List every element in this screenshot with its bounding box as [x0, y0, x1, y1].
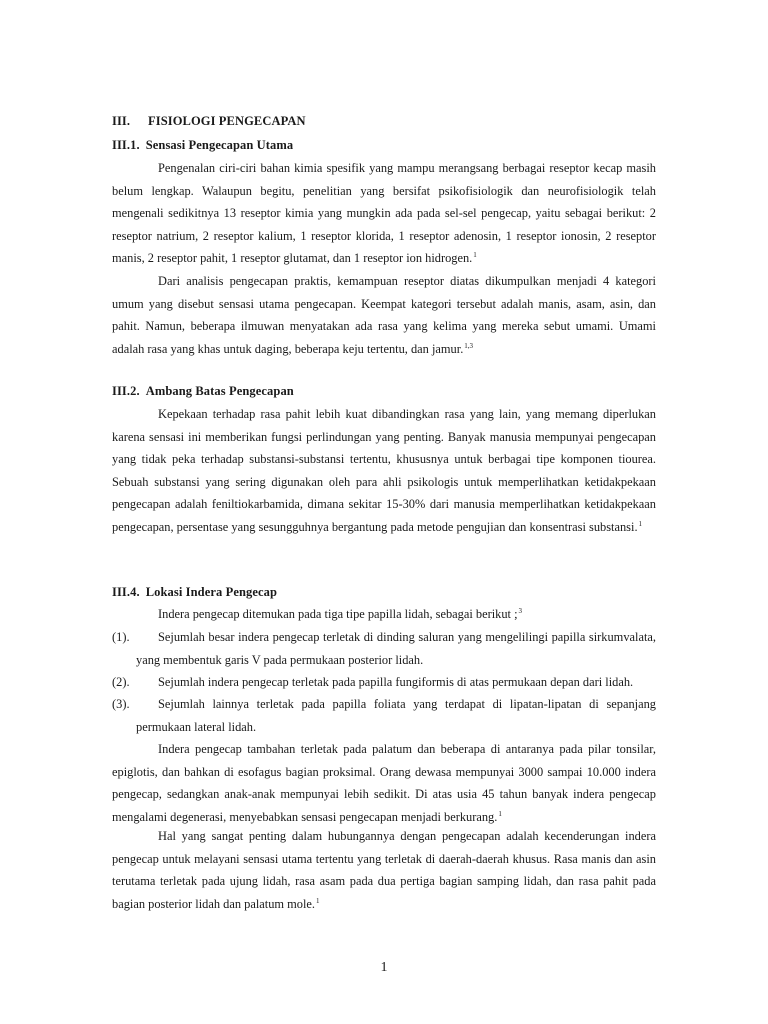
- paragraph-text: Pengenalan ciri-ciri bahan kimia spesifik yang mampu merangsang berbagai reseptor kecap masih belum lengkap. Walaupun begitu, penelitian yang bersifat psikofisiologik dan neurofisiologik telah mengenali sedikitnya 13 reseptor kimia yang mungkin ada pada sel-sel pengecap, yaitu sebagai berikut: 2 reseptor natrium, 2 reseptor kalium, 1 reseptor klorida, 1 reseptor adenosin, 1 reseptor ionosin, 2 reseptor manis, 2 reseptor pahit, 1 reseptor glutamat, dan 1 reseptor ion hidrogen.: [112, 161, 656, 266]
- subsection-heading-1: [112, 138, 293, 153]
- list-item: [112, 626, 656, 671]
- reference-superscript: 1,3: [464, 341, 474, 350]
- list-item: [112, 693, 656, 738]
- section-number: III.: [112, 114, 131, 128]
- reference-superscript: 1: [498, 809, 502, 818]
- reference-superscript: 1: [638, 519, 643, 528]
- list-marker: (3).: [112, 697, 130, 711]
- subsection-heading-2: [112, 384, 294, 399]
- paragraph: [112, 825, 656, 915]
- subsection-number: III.4.: [112, 585, 140, 599]
- section-heading: [112, 114, 306, 129]
- subsection-title: Sensasi Pengecapan Utama: [145, 138, 294, 152]
- section-title: FISIOLOGI PENGECAPAN: [148, 114, 306, 128]
- reference-superscript: 1: [316, 896, 320, 905]
- paragraph-text: Kepekaan terhadap rasa pahit lebih kuat dibandingkan rasa yang lain, yang memang diperlukan karena sensasi ini memberikan fungsi perlindungan yang penting. Banyak manusia mempunyai pengecapan yang tidak peka terhadap substansi-substansi tertentu, khususnya untuk berbagai tipe komponen tiourea. Sebuah substansi yang sering digunakan oleh para ahli psikologis untuk memperlihatkan ketidakpekaan pengecapan adalah feniltiokarbamida, dimana sekitar 15-30% dari manusia memperlihatkan ketidakpekaan pengecapan, persentase yang sesungguhnya bergantung pada metode pengujian dan konsentrasi substansi.: [112, 407, 656, 534]
- paragraph: [112, 157, 656, 270]
- subsection-title: Lokasi Indera Pengecap: [145, 585, 278, 599]
- list-marker: (2).: [112, 675, 130, 689]
- list-marker: (1).: [112, 630, 130, 644]
- paragraph-text: Dari analisis pengecapan praktis, kemampuan reseptor diatas dikumpulkan menjadi 4 kategori umum yang disebut sensasi utama pengecapan. Keempat kategori tersebut adalah manis, asam, asin, dan pahit. Namun, beberapa ilmuwan menyatakan ada rasa yang kelima yang mereka sebut umami. Umami adalah rasa yang khas untuk daging, beberapa keju tertentu, dan jamur.: [112, 274, 656, 356]
- paragraph: [112, 270, 656, 360]
- subsection-number: III.1.: [112, 138, 140, 152]
- list-item-text: Sejumlah indera pengecap terletak pada papilla fungiformis di atas permukaan depan dari lidah.: [158, 675, 634, 689]
- list-item: [112, 671, 656, 694]
- paragraph: [112, 603, 656, 626]
- paragraph-text: Hal yang sangat penting dalam hubungannya dengan pengecapan adalah kecenderungan indera pengecap untuk melayani sensasi utama tertentu yang terletak di daerah-daerah khusus. Rasa manis dan asin terutama terletak pada ujung lidah, rasa asam pada dua pertiga bagian samping lidah, dan rasa pahit pada bagian posterior lidah dan palatum mole.: [112, 829, 656, 911]
- subsection-number: III.2.: [112, 384, 140, 398]
- subsection-title: Ambang Batas Pengecapan: [145, 384, 294, 398]
- paragraph-text: Indera pengecap ditemukan pada tiga tipe papilla lidah, sebagai berikut ;: [158, 607, 518, 621]
- paragraph: [112, 403, 656, 539]
- page-number: 1: [380, 960, 388, 975]
- reference-superscript: 1: [473, 251, 477, 260]
- paragraph-text: Indera pengecap tambahan terletak pada palatum dan beberapa di antaranya pada pilar tonsilar, epiglotis, dan bahkan di esofagus bagian proksimal. Orang dewasa mempunyai 3000 sampai 10.000 indera pengecap, sedangkan anak-anak mempunyai lebih sedikit. Di atas usia 45 tahun banyak indera pengecap mengalami degenerasi, menyebabkan sensasi pengecapan menjadi berkurang.: [112, 742, 656, 824]
- subsection-heading-4: [112, 585, 277, 600]
- reference-superscript: 3: [518, 607, 523, 615]
- list-item-text: Sejumlah besar indera pengecap terletak di dinding saluran yang mengelilingi papilla sirkumvalata, yang membentuk garis V pada permukaan posterior lidah.: [136, 630, 656, 667]
- list-item-text: Sejumlah lainnya terletak pada papilla foliata yang terdapat di lipatan-lipatan di sepanjang permukaan lateral lidah.: [136, 697, 656, 734]
- paragraph: [112, 738, 656, 828]
